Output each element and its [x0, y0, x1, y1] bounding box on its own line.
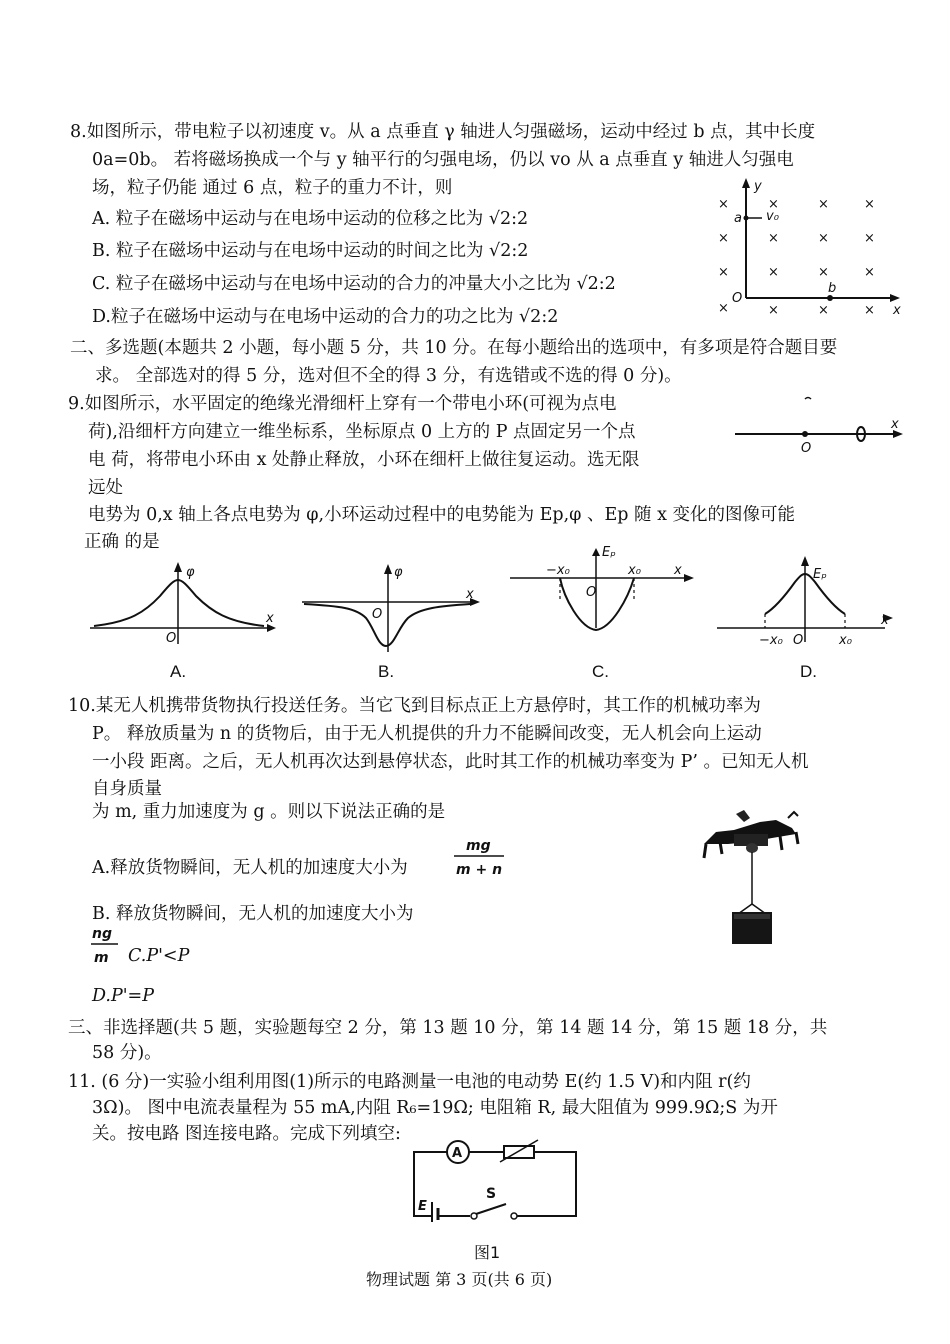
- q9-stem-line-1: 9.如图所示，水平固定的绝缘光滑细杆上穿有一个带电小环(可视为点电: [68, 394, 617, 414]
- cross-mark: ×: [864, 265, 875, 280]
- q11-circuit: [410, 1140, 580, 1222]
- cross-mark: ×: [864, 197, 875, 212]
- graph-a-origin: O: [166, 631, 177, 646]
- q11-stem-line-1: 11. (6 分)一实验小组利用图(1)所示的电路测量一电池的电动势 E(约 1.5 V)和内阻 r(约: [68, 1072, 751, 1092]
- q9-stem-line-4: 远处: [88, 478, 123, 498]
- cross-mark: ×: [864, 231, 875, 246]
- graph-d-y-label: Eₚ: [813, 567, 827, 582]
- q10-fraction-a: [452, 836, 512, 880]
- q8-option-c: C. 粒子在磁场中运动与在电场中运动的合力的冲量大小之比为 √2:2: [92, 274, 616, 294]
- page-footer: 物理试题 第 3 页(共 6 页): [366, 1270, 553, 1289]
- cross-mark: ×: [768, 197, 779, 212]
- q9-stem-line-3: 电 荷，将带电小环由 x 处静止释放，小环在细杆上做往复运动。选无限: [88, 450, 640, 470]
- graph-c-x-label: x: [674, 563, 682, 578]
- graph-c-pos-x0: x₀: [628, 563, 641, 578]
- graph-c-label: C.: [592, 662, 609, 681]
- graph-c-origin: O: [586, 585, 597, 600]
- graph-d-pos-x0: x₀: [839, 633, 852, 648]
- q10-option-d: D.P'=P: [92, 986, 154, 1006]
- q9-graph-d: [715, 556, 905, 652]
- q8-option-b: B. 粒子在磁场中运动与在电场中运动的时间之比为 √2:2: [92, 241, 529, 261]
- q10-option-a: A.释放货物瞬间，无人机的加速度大小为: [92, 858, 408, 878]
- cross-mark: ×: [718, 197, 729, 212]
- q9-rod-origin-label: O: [801, 441, 812, 456]
- graph-d-label: D.: [800, 662, 817, 681]
- q9-rod-figure: [735, 390, 905, 460]
- q8-stem-line-1: 8.如图所示，带电粒子以初速度 v。从 a 点垂直 γ 轴进人匀强磁场，运动中经过 b 点，其中长度: [70, 122, 816, 142]
- q10-fraction-b: [90, 924, 124, 968]
- graph-c-neg-x0: −x₀: [546, 563, 570, 578]
- q9-graph-c: [510, 545, 700, 640]
- graph-a-label: A.: [170, 662, 187, 681]
- section3-line-2: 58 分)。: [92, 1043, 162, 1063]
- q10-option-c: C.P'<P: [128, 946, 190, 966]
- graph-a-x-label: x: [266, 611, 274, 626]
- graph-a-y-label: φ: [186, 565, 195, 580]
- q9-stem-line-6: 正确 的是: [84, 532, 160, 552]
- q10-stem-line-1: 10.某无人机携带货物执行投送任务。当它飞到目标点正上方悬停时，其工作的机械功率为: [68, 696, 761, 716]
- cross-mark: ×: [818, 265, 829, 280]
- q8-fig-y-label: y: [754, 179, 762, 194]
- section3-line-1: 三、非选择题(共 5 题，实验题每空 2 分，第 13 题 10 分，第 14 题 14 分，第 15 题 18 分，共: [68, 1018, 828, 1038]
- graph-b-x-label: x: [466, 587, 474, 602]
- q8-fig-x-label: x: [893, 303, 901, 318]
- q9-graph-b: [300, 562, 490, 654]
- battery-label: E: [418, 1199, 427, 1214]
- frac-b-den: m: [94, 950, 109, 966]
- graph-b-y-label: φ: [394, 565, 403, 580]
- frac-a-num: mg: [466, 838, 491, 854]
- q9-graph-a: [90, 560, 280, 650]
- q8-stem-line-2: 0a=0b。 若将磁场换成一个与 y 轴平行的匀强电场，仍以 vo 从 a 点垂直 y 轴进人匀强电: [92, 150, 794, 170]
- q8-fig-v0-label: v₀: [766, 209, 779, 224]
- q11-stem-line-2: 3Ω)。 图中电流表量程为 55 mA,内阻 R₆=19Ω; 电阻箱 R, 最大阻值为 999.9Ω;S 为开: [92, 1098, 778, 1118]
- cross-mark: ×: [718, 265, 729, 280]
- q8-fig-origin-label: O: [732, 291, 743, 306]
- q10-stem-line-3: 一小段 距离。之后，无人机再次达到悬停状态，此时其工作的机械功率变为 P’ 。已知无人机: [92, 752, 809, 772]
- q9-stem-line-2: 荷),沿细杆方向建立一维坐标系，坐标原点 0 上方的 P 点固定另一个点: [88, 422, 636, 442]
- section2-line-2: 求。 全部选对的得 5 分，选对但不全的得 3 分，有选错或不选的得 0 分)。: [95, 366, 682, 386]
- graph-b-origin: O: [372, 607, 383, 622]
- graph-b-label: B.: [378, 662, 395, 681]
- cross-mark: ×: [818, 197, 829, 212]
- cross-mark: ×: [768, 231, 779, 246]
- q9-rod-x-label: x: [891, 417, 899, 432]
- q8-fig-b-label: b: [828, 281, 837, 296]
- graph-d-x-label: x: [881, 613, 889, 628]
- q11-stem-line-3: 关。按电路 图连接电路。完成下列填空:: [92, 1124, 401, 1144]
- q8-field-figure: [710, 178, 910, 318]
- cross-mark: ×: [768, 303, 779, 318]
- cross-mark: ×: [718, 231, 729, 246]
- q8-stem-line-3: 场，粒子仍能 通过 6 点，粒子的重力不计，则: [92, 178, 453, 198]
- cross-mark: ×: [818, 303, 829, 318]
- cross-mark: ×: [864, 303, 875, 318]
- q8-fig-a-label: a: [734, 211, 742, 226]
- frac-b-num: ng: [92, 926, 112, 942]
- switch-label: S: [486, 1186, 497, 1202]
- q9-stem-line-5: 电势为 0,x 轴上各点电势为 φ,小环运动过程中的电势能为 Ep,φ 、Ep 随 x 变化的图像可能: [88, 505, 796, 525]
- q10-stem-line-2: P。 释放质量为 n 的货物后，由于无人机提供的升力不能瞬间改变，无人机会向上运动: [92, 724, 762, 744]
- q10-stem-line-5: 为 m, 重力加速度为 g 。则以下说法正确的是: [92, 802, 446, 822]
- circuit-caption: 图1: [474, 1243, 501, 1262]
- cross-mark: ×: [818, 231, 829, 246]
- q8-option-d: D.粒子在磁场中运动与在电场中运动的合力的功之比为 √2:2: [92, 307, 559, 327]
- q10-stem-line-4: 自身质量: [92, 779, 162, 799]
- drone-figure: [700, 808, 810, 948]
- graph-c-y-label: Eₚ: [602, 545, 616, 560]
- cross-mark: ×: [768, 265, 779, 280]
- q8-option-a: A. 粒子在磁场中运动与在电场中运动的位移之比为 √2:2: [92, 209, 529, 229]
- cross-mark: ×: [718, 301, 729, 316]
- graph-d-neg-x0: −x₀: [759, 633, 783, 648]
- q10-option-b: B. 释放货物瞬间，无人机的加速度大小为: [92, 904, 414, 924]
- graph-d-origin: O: [793, 633, 804, 648]
- ammeter-label: A: [452, 1146, 463, 1161]
- frac-a-den: m + n: [456, 862, 503, 878]
- section2-line-1: 二、多选题(本题共 2 小题，每小题 5 分，共 10 分。在每小题给出的选项中，有多项是符合题目要: [70, 338, 838, 358]
